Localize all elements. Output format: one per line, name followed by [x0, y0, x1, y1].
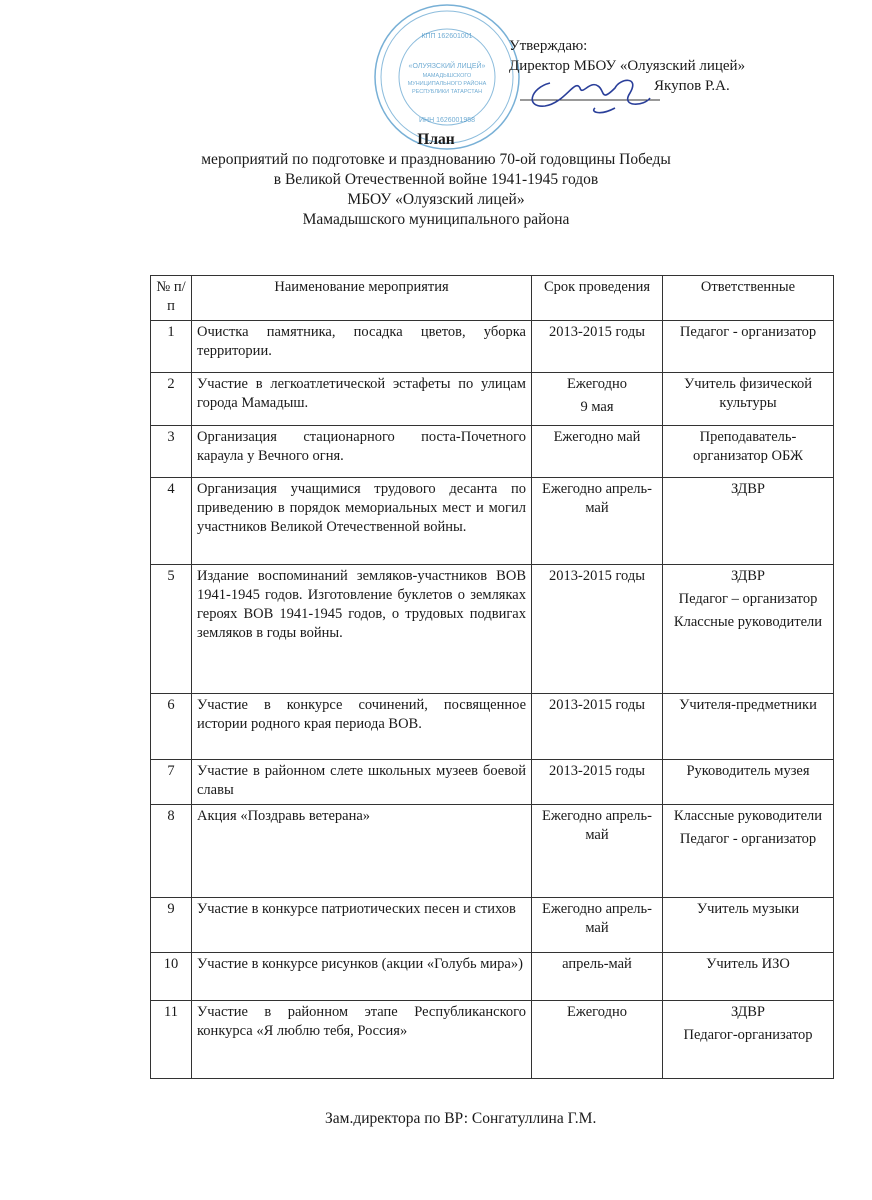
header-term: Срок проведения: [532, 276, 663, 321]
svg-text:МУНИЦИПАЛЬНОГО РАЙОНА: МУНИЦИПАЛЬНОГО РАЙОНА: [407, 81, 487, 87]
table-row: [151, 898, 834, 953]
table-row: [151, 1001, 834, 1079]
header-responsible: Ответственные: [663, 276, 834, 321]
event-name: Участие в легкоатлетической эстафеты по улицам города Мамадыш.: [192, 373, 532, 426]
event-name: Участие в районном слете школьных музеев боевой славы: [192, 760, 532, 805]
event-responsible: [663, 760, 834, 805]
title-line-3: МБОУ «Олуязский лицей»: [347, 191, 525, 208]
event-responsible: [663, 565, 834, 694]
event-responsible: [663, 426, 834, 478]
term-text: Ежегодно: [567, 1004, 627, 1020]
event-name: Участие в конкурсе патриотических песен и стихов: [192, 898, 532, 953]
term-text: Ежегодно май: [553, 429, 641, 445]
row-number: 10: [151, 953, 192, 1001]
title-line-2: в Великой Отечественной войне 1941-1945 годов: [273, 171, 599, 188]
signer-name: Якупов Р.А.: [654, 78, 730, 94]
responsible-text: Классные руководители: [673, 808, 823, 824]
term-text: 2013-2015 годы: [549, 568, 645, 584]
event-responsible: [663, 953, 834, 1001]
responsible-text: Учитель музыки: [696, 901, 800, 917]
table-row: [151, 321, 834, 373]
event-name: Участие в районном этапе Республиканского конкурса «Я люблю тебя, Россия»: [192, 1001, 532, 1079]
event-responsible: [663, 478, 834, 565]
event-responsible: [663, 1001, 834, 1079]
term-text: 2013-2015 годы: [549, 697, 645, 713]
responsible-text: ЗДВР: [730, 481, 765, 497]
table-row: [151, 694, 834, 760]
responsible-text: Классные руководители: [673, 614, 823, 630]
responsible-text: Педагог - организатор: [679, 831, 817, 847]
event-term: [532, 805, 663, 898]
event-term: [532, 565, 663, 694]
event-name: Очистка памятника, посадка цветов, уборка территории.: [192, 321, 532, 373]
row-number: 5: [151, 565, 192, 694]
header-event-name: Наименование мероприятия: [192, 276, 532, 321]
responsible-text: ЗДВР: [730, 568, 765, 584]
event-term: [532, 694, 663, 760]
approval-position: Директор МБОУ «Олуязский лицей»: [509, 58, 746, 74]
header-number: № п/п: [151, 276, 192, 321]
table-row: [151, 760, 834, 805]
event-responsible: [663, 373, 834, 426]
responsible-text: Учитель физической культуры: [683, 376, 813, 411]
row-number: 2: [151, 373, 192, 426]
responsible-text: Руководитель музея: [686, 763, 810, 779]
term-text: 9 мая: [580, 399, 614, 415]
term-text: Ежегодно апрель-май: [542, 901, 652, 936]
term-text: апрель-май: [562, 956, 632, 972]
svg-text:РЕСПУБЛИКИ ТАТАРСТАН: РЕСПУБЛИКИ ТАТАРСТАН: [411, 89, 483, 95]
event-responsible: [663, 898, 834, 953]
event-responsible: [663, 805, 834, 898]
table-row: [151, 565, 834, 694]
row-number: 9: [151, 898, 192, 953]
svg-text:«ОЛУЯЗСКИЙ ЛИЦЕЙ»: «ОЛУЯЗСКИЙ ЛИЦЕЙ»: [408, 63, 486, 70]
event-term: [532, 321, 663, 373]
row-number: 8: [151, 805, 192, 898]
responsible-text: Учитель ИЗО: [706, 956, 790, 972]
term-text: 2013-2015 годы: [549, 763, 645, 779]
term-text: Ежегодно: [567, 376, 627, 392]
event-term: [532, 426, 663, 478]
row-number: 1: [151, 321, 192, 373]
document-heading: План: [417, 131, 455, 148]
event-name: Организация стационарного поста-Почетного караула у Вечного огня.: [192, 426, 532, 478]
event-name: Организация учащимися трудового десанта по приведению в порядок мемориальных мест и могил участников Великой Отечественной войны.: [192, 478, 532, 565]
term-text: 2013-2015 годы: [549, 324, 645, 340]
svg-text:КПП 162601001: КПП 162601001: [421, 33, 473, 40]
event-term: [532, 953, 663, 1001]
responsible-text: Педагог - организатор: [679, 324, 817, 340]
event-responsible: [663, 321, 834, 373]
title-line-1: мероприятий по подготовке и празднованию 70-ой годовщины Победы: [201, 151, 671, 168]
event-name: Участие в конкурсе рисунков (акции «Голубь мира»): [192, 953, 532, 1001]
event-term: [532, 478, 663, 565]
row-number: 4: [151, 478, 192, 565]
table-row: [151, 478, 834, 565]
signature: [520, 68, 660, 118]
table-row: [151, 953, 834, 1001]
responsible-text: Педагог – организатор: [678, 591, 818, 607]
svg-text:ИНН 1626001958: ИНН 1626001958: [418, 117, 476, 124]
term-text: Ежегодно апрель-май: [542, 481, 652, 516]
row-number: 7: [151, 760, 192, 805]
event-name: Издание воспоминаний земляков-участников ВОВ 1941-1945 годов. Изготовление буклетов о земляках героях ВОВ 1941-1945 годов, о трудовых подвигах земляков в годы войны.: [192, 565, 532, 694]
row-number: 6: [151, 694, 192, 760]
event-name: Участие в конкурсе сочинений, посвященное истории родного края периода ВОВ.: [192, 694, 532, 760]
approval-label: Утверждаю:: [509, 38, 588, 54]
responsible-text: Педагог-организатор: [683, 1027, 813, 1043]
row-number: 3: [151, 426, 192, 478]
event-term: [532, 1001, 663, 1079]
events-table: [150, 275, 834, 1079]
table-row: [151, 426, 834, 478]
event-responsible: [663, 694, 834, 760]
event-term: [532, 373, 663, 426]
table-header-row: [151, 276, 834, 321]
table-row: [151, 373, 834, 426]
event-term: [532, 898, 663, 953]
term-text: Ежегодно апрель-май: [542, 808, 652, 843]
row-number: 11: [151, 1001, 192, 1079]
responsible-text: Учителя-предметники: [679, 697, 817, 713]
event-term: [532, 760, 663, 805]
responsible-text: ЗДВР: [730, 1004, 765, 1020]
responsible-text: Преподаватель-организатор ОБЖ: [693, 429, 803, 464]
title-line-4: Мамадышского муниципального района: [302, 211, 570, 228]
event-name: Акция «Поздравь ветерана»: [192, 805, 532, 898]
svg-text:МАМАДЫШСКОГО: МАМАДЫШСКОГО: [422, 73, 472, 79]
footer-signature: Зам.директора по ВР: Сонгатуллина Г.М.: [325, 1110, 597, 1127]
table-row: [151, 805, 834, 898]
